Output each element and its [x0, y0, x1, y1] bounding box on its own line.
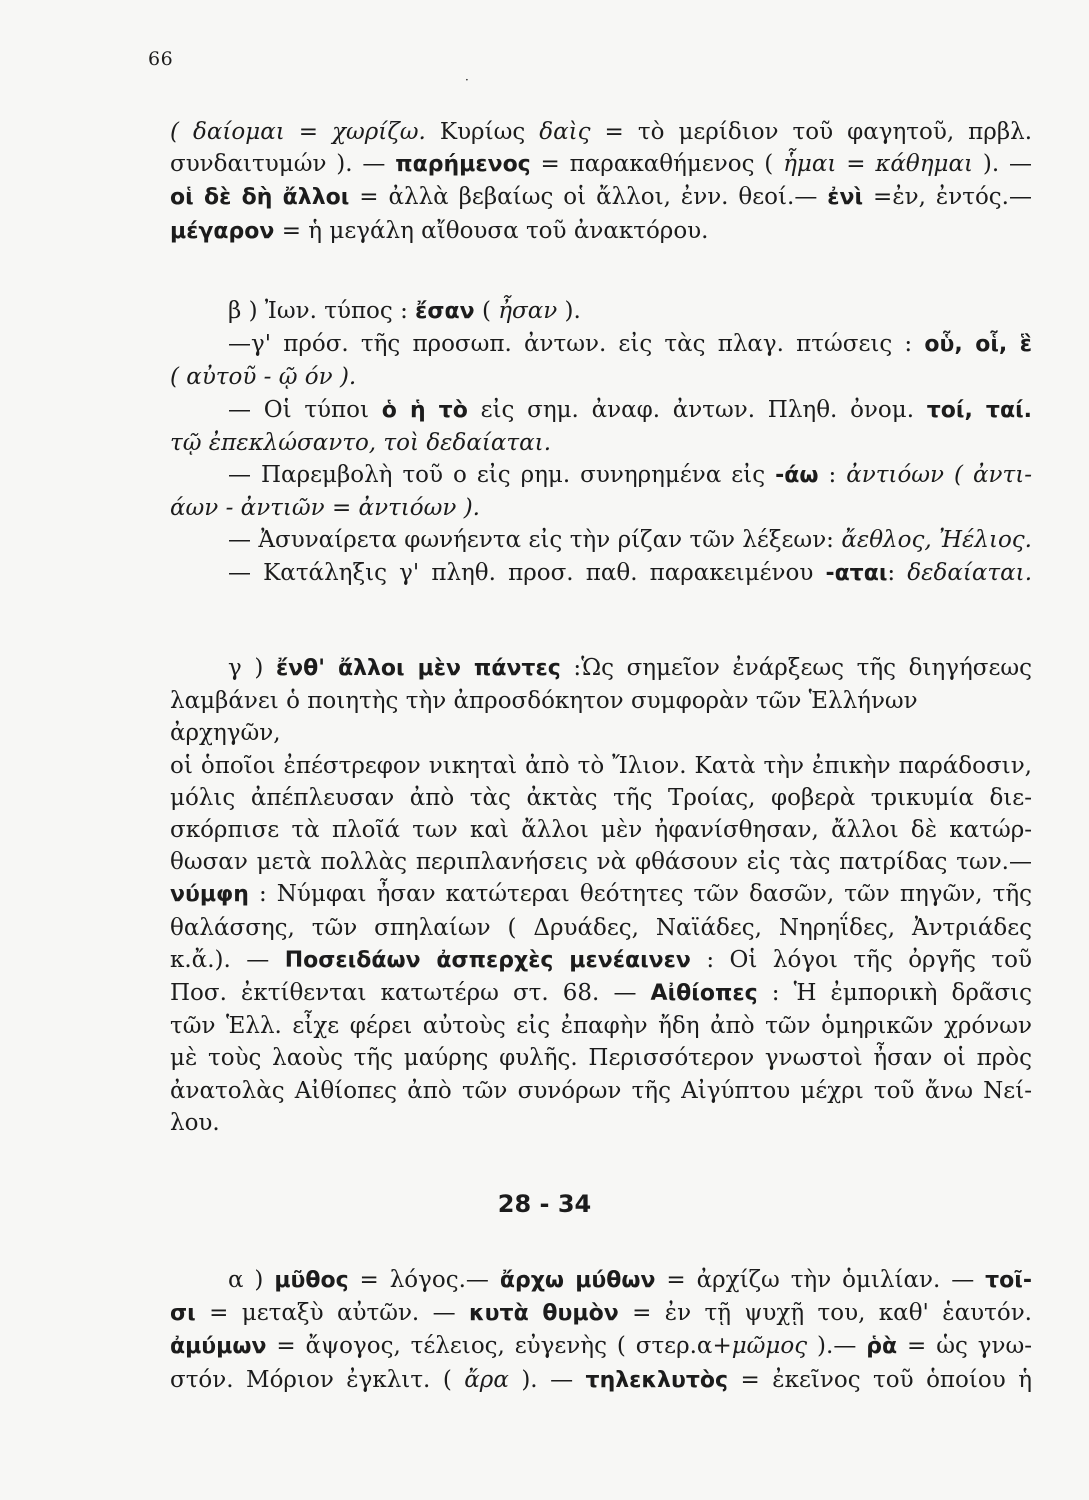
text-line: —γ' πρόσ. τῆς προσωπ. ἀντων. εἰς τὰς πλαγ. πτώσεις : οὗ, οἷ, ἓ [228, 331, 1033, 358]
text-line: — Ἀσυναίρετα φωνήεντα εἰς τὴν ρίζαν τῶν λέξεων: ἄεθλος, Ἠέλιος. [228, 527, 1032, 554]
text-line: θωσαν μετὰ πολλὰς περιπλανήσεις νὰ φθάσουν εἰς τὰς πατρίδας των.— [170, 849, 1032, 876]
text-line: — Παρεμβολὴ τοῦ ο εἰς ρημ. συνηρημένα εἰς -άω : ἀντιόων ( ἀντι- [228, 462, 1032, 489]
text-line: ἀνατολὰς Αἰθίοπες ἀπὸ τῶν συνόρων τῆς Αἰγύπτου μέχρι τοῦ ἄνω Νεί- [170, 1077, 1032, 1104]
text-line: λαμβάνει ὁ ποιητὴς τὴν ἀπροσδόκητον συμφορὰν τῶν Ἑλλήνων ἀρχηγῶν, [170, 688, 918, 747]
text-line: τῶν Ἑλλ. εἶχε φέρει αὐτοὺς εἰς ἐπαφὴν ἤδη ἀπὸ τῶν ὁμηρικῶν χρόνων [170, 1013, 1032, 1040]
text-line: τῷ ἐπεκλώσαντο, τοὶ δεδαίαται. [170, 429, 552, 456]
text-line: ( αὐτοῦ - ῷ όν ). [170, 364, 357, 391]
text-line: γ ) ἔνθ' ἄλλοι μὲν πάντες :Ὡς σημεῖον ἐνάρξεως τῆς διηγήσεως [228, 655, 1033, 681]
text-line: — Κατάληξις γ' πληθ. προσ. παθ. παρακειμένου -αται: δεδαίαται. [228, 559, 1032, 586]
text-line: μέγαρον = ἡ μεγάλη αἴθουσα τοῦ ἀνακτόρου. [170, 217, 709, 244]
page-number: 66 [148, 48, 174, 70]
gloss-block-1 [170, 116, 1032, 248]
gloss-block-2 [170, 295, 1032, 590]
text-line: συνδαιτυμών ). — παρήμενος = παρακαθήμενος ( ἧμαι = κάθημαι ). — [170, 151, 1032, 178]
text-line: α ) μῦθος = λόγος.— ἄρχω μύθων = ἀρχίζω τὴν ὁμιλίαν. — τοῖ- [228, 1267, 1032, 1293]
text-line: σι = μεταξὺ αὐτῶν. — κυτὰ θυμὸν = ἐν τῇ ψυχῇ του, καθ' ἑαυτόν. [170, 1300, 1032, 1327]
text-line: νύμφη : Νύμφαι ἦσαν κατώτεραι θεότητες τῶν δασῶν, τῶν πηγῶν, τῆς [170, 881, 1032, 908]
text-line: άων - ἀντιῶν = ἀντιόων ). [170, 495, 480, 522]
text-line: κ.ἄ.). — Ποσειδάων ἀσπερχὲς μενέαινεν : Οἱ λόγοι τῆς ὀργῆς τοῦ [170, 946, 1032, 973]
text-line: μὲ τοὺς λαοὺς τῆς μαύρης φυλῆς. Περισσότερον γνωστοὶ ἦσαν οἱ πρὸς [170, 1045, 1032, 1072]
text-line: μόλις ἀπέπλευσαν ἀπὸ τὰς ἀκτὰς τῆς Τροίας, φοβερὰ τρικυμία διε- [170, 784, 1032, 811]
text-line: ἀμύμων = ἄψογος, τέλειος, εὐγενὴς ( στερ.α+μῶμος ).— ῥὰ = ὡς γνω- [170, 1333, 1032, 1360]
text-line: Ποσ. ἐκτίθενται κατωτέρω στ. 68. — Αἰθίοπες : Ἡ ἐμπορικὴ δρᾶσις [170, 980, 1033, 1007]
text-line: — Οἱ τύποι ὁ ἡ τὸ εἰς σημ. ἀναφ. ἀντων. Πληθ. ὀνομ. τοί, ταί. [228, 396, 1032, 423]
text-line: ( δαίομαι = χωρίζω. Κυρίως δαὶς = τὸ μερίδιον τοῦ φαγητοῦ, πρβλ. [170, 119, 1033, 145]
text-line: θαλάσσης, τῶν σπηλαίων ( Δρυάδες, Ναϊάδες, Νηρηΐδες, Ἀντριάδες [170, 914, 1032, 941]
text-line: σκόρπισε τὰ πλοῖά των καὶ ἄλλοι μὲν ἠφανίσθησαν, ἄλλοι δὲ κατώρ- [170, 817, 1032, 844]
gloss-block-3 [170, 652, 1032, 1139]
gloss-block-4 [170, 1264, 1032, 1397]
stray-mark: · [465, 73, 469, 87]
text-line: οἱ ὁποῖοι ἐπέστρεφον νικηταὶ ἀπὸ τὸ Ἴλιον. Κατὰ τὴν ἐπικὴν παράδοσιν, [170, 752, 1032, 779]
text-line: λου. [170, 1109, 220, 1136]
text-line: οἱ δὲ δὴ ἄλλοι = ἀλλὰ βεβαίως οἱ ἄλλοι, ἐνν. θεοί.— ἐνὶ =ἐν, ἐντός.— [170, 184, 1032, 211]
section-heading: 28 - 34 [497, 1190, 592, 1218]
text-line: στόν. Μόριον ἐγκλιτ. ( ἄρα ). — τηλεκλυτὸς = ἐκεῖνος τοῦ ὁποίου ἡ [170, 1366, 1032, 1393]
text-line: β ) Ἰων. τύπος : ἔσαν ( ἦσαν ). [228, 298, 581, 324]
